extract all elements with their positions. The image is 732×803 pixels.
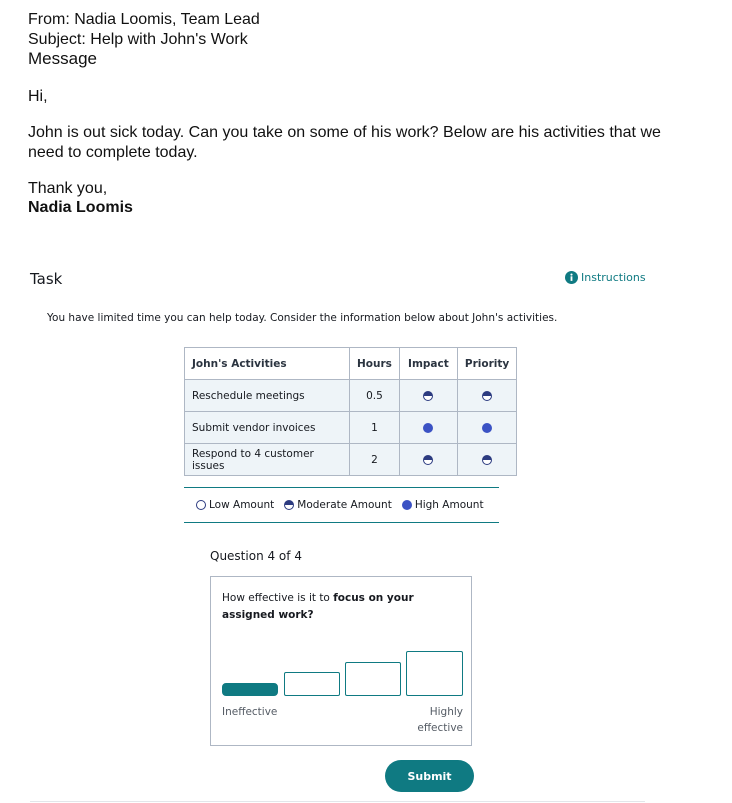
priority-cell	[457, 412, 516, 444]
legend-moderate-label: Moderate Amount	[297, 499, 392, 511]
question-counter: Question 4 of 4	[210, 549, 302, 563]
legend	[196, 499, 484, 511]
legend-low-label: Low Amount	[209, 499, 275, 511]
activity-cell: Respond to 4 customer issues	[185, 444, 350, 476]
hours-cell: 0.5	[350, 380, 400, 412]
impact-indicator-icon	[423, 455, 433, 465]
question-prefix: How effective is it to	[222, 592, 334, 604]
impact-cell	[399, 412, 457, 444]
task-intro: You have limited time you can help today. Consider the information below about John's activities.	[47, 312, 558, 324]
header-activities: John's Activities	[185, 348, 350, 380]
header-hours: Hours	[350, 348, 400, 380]
footer-divider	[30, 801, 645, 802]
legend-moderate	[284, 499, 392, 511]
email-body: John is out sick today. Can you take on some of his work? Below are his activities that we need to complete today.	[28, 124, 661, 161]
high-amount-icon	[402, 500, 412, 510]
instructions-label: Instructions	[581, 271, 646, 284]
moderate-amount-icon	[284, 500, 294, 510]
hours-cell: 1	[350, 412, 400, 444]
priority-indicator-icon	[482, 423, 492, 433]
rating-option-3[interactable]	[345, 662, 401, 696]
message-label: Message	[28, 49, 97, 68]
email-greeting: Hi,	[28, 88, 48, 105]
scale-low-label: Ineffective	[222, 706, 278, 718]
rating-option-4[interactable]	[406, 651, 463, 696]
email-signature: Nadia Loomis	[28, 199, 133, 216]
impact-cell	[399, 380, 457, 412]
question-text	[222, 590, 462, 624]
hours-cell: 2	[350, 444, 400, 476]
legend-high-label: High Amount	[414, 499, 484, 511]
rating-option-2[interactable]	[284, 672, 340, 696]
low-amount-icon	[196, 500, 206, 510]
priority-indicator-icon	[482, 455, 492, 465]
email-from: From: Nadia Loomis, Team Lead	[28, 11, 260, 28]
scale-high-label: Highly effective	[417, 706, 463, 734]
info-icon	[565, 271, 578, 284]
legend-low	[196, 499, 274, 511]
activity-cell: Submit vendor invoices	[185, 412, 350, 444]
priority-indicator-icon	[482, 391, 492, 401]
table-row	[185, 380, 517, 412]
instructions-link[interactable]	[565, 271, 646, 284]
priority-cell	[457, 444, 516, 476]
activities-table	[184, 347, 517, 476]
email-subject: Subject: Help with John's Work	[28, 31, 248, 48]
question-emphasis: focus on your assigned work?	[222, 592, 414, 621]
priority-cell	[457, 380, 516, 412]
table-row	[185, 412, 517, 444]
activity-cell: Reschedule meetings	[185, 380, 350, 412]
impact-cell	[399, 444, 457, 476]
task-title: Task	[30, 270, 63, 288]
impact-indicator-icon	[423, 423, 433, 433]
legend-divider-top	[184, 487, 499, 488]
header-priority: Priority	[457, 348, 516, 380]
header-impact: Impact	[399, 348, 457, 380]
impact-indicator-icon	[423, 391, 433, 401]
rating-option-1[interactable]	[222, 683, 278, 696]
table-row	[185, 444, 517, 476]
submit-button[interactable]: Submit	[385, 760, 474, 792]
legend-high	[402, 499, 484, 511]
email-closing: Thank you,	[28, 180, 108, 197]
legend-divider-bottom	[184, 522, 499, 523]
